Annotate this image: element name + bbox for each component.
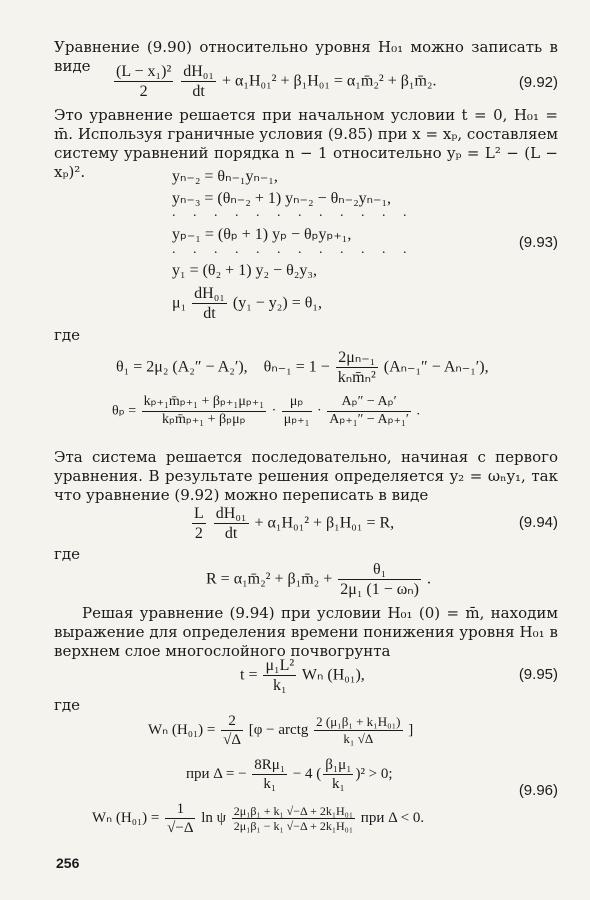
equation-number-9-94: (9.94) [518, 514, 558, 531]
paragraph-1: Уравнение (9.90) относительно уровня H₀₁ можно записать в виде [54, 38, 558, 75]
paragraph-4: Решая уравнение (9.94) при условии H₀₁ (0) = m̄, находим выражение для определения времени понижения уровня H₀₁ в верхнем слое многослойного почвогрунта [54, 604, 558, 660]
equation-9-92: $\frac{\text{(L − x₁)²}}{2}$ $\frac{\text{dH₀₁}}{dt}$ + α₁H₀₁² + β₁H₀₁ = α₁m̄₂² + β₁m̄₂. [116, 63, 437, 101]
equation-9-95: t = $\frac{\text{μ₁L²}}{\text{k₁}}$ Wₙ (H₀₁), [240, 657, 365, 695]
equation-number-9-96: (9.96) [518, 782, 558, 799]
where-label-3: где [54, 696, 80, 714]
equation-9-96-condition: при Δ = − $\frac{\text{8Rμ₁}}{\text{k₁}}$ − 4 ( $\frac{\text{β₁μ₁}}{\text{k₁}}$ )² > 0; [186, 757, 393, 792]
equation-number-9-92: (9.92) [518, 74, 558, 91]
equation-9-94: $\frac{L}{2}$ $\frac{\text{dH₀₁}}{dt}$ + α₁H₀₁² + β₁H₀₁ = R, [194, 505, 395, 543]
equation-9-96-negative: Wₙ (H₀₁) = $\frac{1}{√-\Delta}$ ln ψ $\frac{\text{2μ₁β₁ + k₁ √−Δ + 2k₁H₀₁}}{\text{2μ₁β₁ − k₁ √−Δ + 2k₁H₀₁}}$ при Δ < 0. [92, 801, 425, 836]
equation-number-9-93: (9.93) [518, 234, 558, 251]
paragraph-3: Эта система решается последовательно, начиная с первого уравнения. В результате решения определяется y₂ = ωₙy₁, так что уравнение (9.92) можно переписать в виде [54, 448, 558, 504]
equation-9-96-positive: Wₙ (H₀₁) = $\frac{2}{√\Delta}$ [φ − arctg $\frac{\text{2 (μ₁β₁ + k₁H₀₁)}}{\text{k₁ √Δ}}$ ] [148, 713, 414, 748]
theta-definitions: θ₁ = 2μ₂ (A₂″ − A₂′), θₙ₋₁ = 1 − $\frac{\text{2μₙ₋₁}}{\text{kₙm̄ₙ²}}$ (Aₙ₋₁″ − Aₙ₋₁′), [116, 349, 489, 387]
page-number: 256 [56, 855, 80, 871]
equation-R: R = α₁m̄₂² + β₁m̄₂ + $\frac{\text{θ₁}}{\text{2μ₁ (1 − ωₙ)}}$ . [206, 561, 432, 599]
theta-p-definition: θₚ = $\frac{\text{kₚ₊₁m̄ₚ₊₁ + βₚ₊₁μₚ₊₁}}{\text{kₚm̄ₚ₊₁ + βₚμₚ}}$ · $\frac{\text{μₚ}}{\text{μₚ₊₁}}$ · $\frac{\text{Aₚ″ − Aₚ′}}{\text{Aₚ₊₁″ − Aₚ₊₁′}}$ . [112, 394, 420, 427]
where-label-1: где [54, 326, 80, 344]
paragraph-2: Это уравнение решается при начальном условии t = 0, H₀₁ = m̄. Используя граничные условия (9.85) при x = xₚ, составляем систему уравнений порядка n − 1 относительно yₚ = L² − (L − xₚ)². [54, 106, 558, 181]
book-page: Уравнение (9.90) относительно уровня H₀₁ можно записать в виде $\frac{\text{(L − x₁)²}}{2}$ $\frac{\text{dH₀₁}}{dt}$ + α₁H₀₁² + β₁H₀₁ = α₁m̄₂² + β₁m̄₂. (9.92) Это уравнение решается при начальном условии t = 0, H₀₁ = m̄. Используя граничные условия (9.85) при x = xₚ, составляем систему уравнений порядка n − 1 относительно yₚ = L² − (L − xₚ)². yₙ₋₂ = θₙ₋₁yₙ₋₁, yₙ₋₃ = (θₙ₋₂ + 1) yₙ₋₂ − θₙ₋₂yₙ₋₁, . . . . . . . . . . . . yₚ₋₁ = (θₚ + 1) yₚ − θₚyₚ₊₁, . . . . . . . . . . . . y₁ = (θ₂ + 1) y₂ − θ₂y₃, μ₁ $\frac{\text{dH₀₁}}{dt}$ (y₁ − y₂) = θ₁, (9.93) где θ₁ = 2μ₂ (A₂″ − A₂′), θₙ₋₁ = 1 − $\frac{\text{2μₙ₋₁}}{\text{kₙm̄ₙ²}}$ (Aₙ₋₁″ − Aₙ₋₁′), θₚ = $\frac{\text{kₚ₊₁m̄ₚ₊₁ + βₚ₊₁μₚ₊₁}}{\text{kₚm̄ₚ₊₁ + βₚμₚ}}$ · $\frac{\text{μₚ}}{\text{μₚ₊₁}}$ · $\frac{\text{Aₚ″ − Aₚ′}}{\text{Aₚ₊₁″ − Aₚ₊₁′}}$ . Эта система решается последовательно, начиная с первого уравнения. В результате решения определяется y₂ = ωₙy₁, так что уравнение (9.92) можно переписать в виде $\frac{L}{2}$ $\frac{\text{dH₀₁}}{dt}$ + α₁H₀₁² + β₁H₀₁ = R, (9.94) где R = α₁m̄₂² + β₁m̄₂ + $\frac{\text{θ₁}}{\text{2μ₁ (1 − ωₙ)}}$ . Решая уравнение (9.94) при условии H₀₁ (0) = m̄, находим выражение для определения времени понижения уровня H₀₁ в верхнем слое многослойного почвогрунта t = $\frac{\text{μ₁L²}}{\text{k₁}}$ Wₙ (H₀₁), (9.95) где Wₙ (H₀₁) = $\frac{2}{√\Delta}$ [φ − arctg $\frac{\text{2 (μ₁β₁ + k₁H₀₁)}}{\text{k₁ √Δ}}$ ] при Δ = − $\frac{\text{8Rμ₁}}{\text{k₁}}$ − 4 ( $\frac{\text{β₁μ₁}}{\text{k₁}}$ )² > 0; (9.96) Wₙ (H₀₁) = $\frac{1}{√-\Delta}$ ln ψ $\frac{\text{2μ₁β₁ + k₁ √−Δ + 2k₁H₀₁}}{\text{2μ₁β₁ − k₁ √−Δ + 2k₁H₀₁}}$ при Δ < 0. 256 [54, 38, 558, 871]
equation-number-9-95: (9.95) [518, 666, 558, 683]
where-label-2: где [54, 545, 80, 563]
